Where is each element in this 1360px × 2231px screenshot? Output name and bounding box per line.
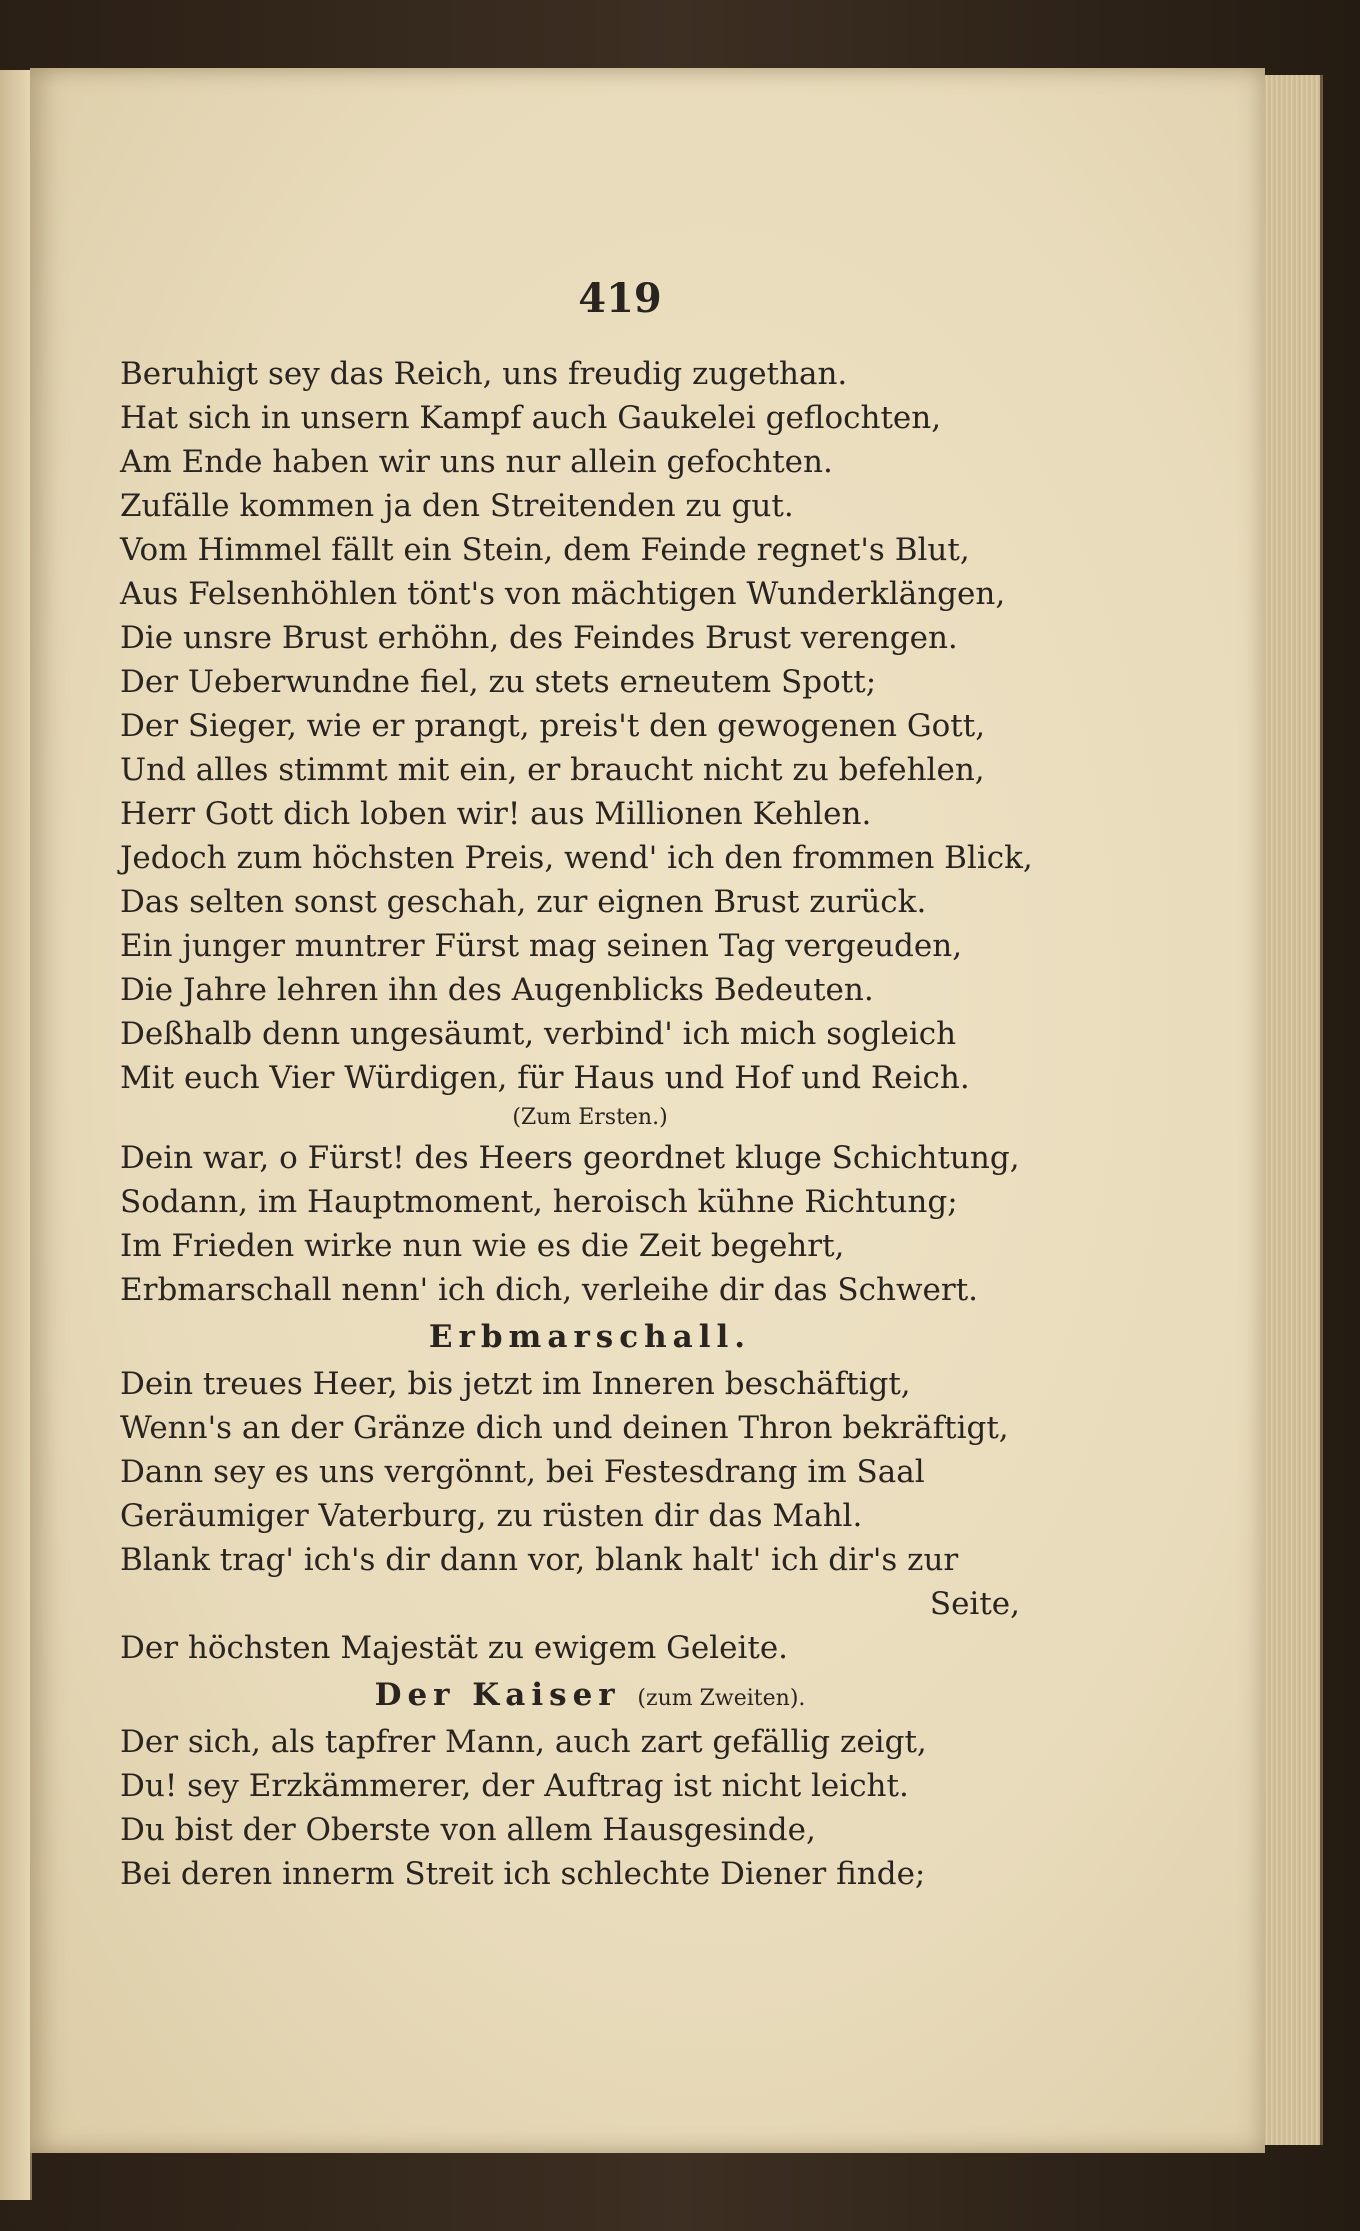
verse-line: Vom Himmel fällt ein Stein, dem Feinde regnet's Blut, [120, 532, 970, 568]
verse-text [120, 352, 1060, 1896]
verse-line: Zufälle kommen ja den Streitenden zu gut. [120, 488, 794, 524]
verse-line: Die unsre Brust erhöhn, des Feindes Brust verengen. [120, 620, 958, 656]
verse-line: Aus Felsenhöhlen tönt's von mächtigen Wunderklängen, [120, 576, 1006, 612]
speaker-heading: Erbmarschall. [428, 1319, 752, 1355]
verse-line: Am Ende haben wir uns nur allein gefochten. [120, 444, 833, 480]
verse-line: Hat sich in unsern Kampf auch Gaukelei geflochten, [120, 400, 942, 436]
verse-line: Blank trag' ich's dir dann vor, blank halt' ich dir's zur [120, 1542, 959, 1578]
verse-line: Dein treues Heer, bis jetzt im Inneren beschäftigt, [120, 1366, 911, 1402]
verse-line: Du bist der Oberste von allem Hausgesinde, [120, 1812, 816, 1848]
stage-direction: (zum Zweiten). [637, 1686, 806, 1711]
facing-page-edge [0, 70, 32, 2200]
verse-line: Ein junger muntrer Fürst mag seinen Tag vergeuden, [120, 928, 963, 964]
stage-direction: (Zum Ersten.) [512, 1105, 668, 1130]
page-number: 419 [578, 275, 662, 322]
verse-line: Der Sieger, wie er prangt, preis't den gewogenen Gott, [120, 708, 986, 744]
verse-line: Dein war, o Fürst! des Heers geordnet kluge Schichtung, [120, 1140, 1020, 1176]
verse-line: Und alles stimmt mit ein, er braucht nicht zu befehlen, [120, 752, 985, 788]
verse-line: Geräumiger Vaterburg, zu rüsten dir das Mahl. [120, 1498, 863, 1534]
verse-line: Das selten sonst geschah, zur eignen Brust zurück. [120, 884, 927, 920]
verse-line: Beruhigt sey das Reich, uns freudig zugethan. [120, 356, 848, 392]
verse-line-continuation: Seite, [929, 1586, 1020, 1622]
verse-line: Sodann, im Hauptmoment, heroisch kühne Richtung; [120, 1184, 958, 1220]
verse-line: Du! sey Erzkämmerer, der Auftrag ist nicht leicht. [120, 1768, 909, 1804]
verse-line: Im Frieden wirke nun wie es die Zeit begehrt, [120, 1228, 845, 1264]
verse-line: Herr Gott dich loben wir! aus Millionen Kehlen. [120, 796, 872, 832]
page-stack-edge [1262, 75, 1323, 2145]
verse-line: Wenn's an der Gränze dich und deinen Thron bekräftigt, [120, 1410, 1009, 1446]
verse-line: Der sich, als tapfrer Mann, auch zart gefällig zeigt, [120, 1724, 927, 1760]
verse-line: Dann sey es uns vergönnt, bei Festesdrang im Saal [120, 1454, 925, 1490]
verse-line: Bei deren innerm Streit ich schlechte Diener finde; [120, 1856, 926, 1892]
verse-line: Die Jahre lehren ihn des Augenblicks Bedeuten. [120, 972, 874, 1008]
verse-line: Erbmarschall nenn' ich dich, verleihe dir das Schwert. [120, 1272, 979, 1308]
verse-line: Mit euch Vier Würdigen, für Haus und Hof und Reich. [120, 1060, 970, 1096]
speaker-heading [120, 1670, 1060, 1720]
verse-line: Deßhalb denn ungesäumt, verbind' ich mich sogleich [120, 1016, 957, 1052]
speaker-name: Der Kaiser [374, 1677, 621, 1713]
verse-line: Jedoch zum höchsten Preis, wend' ich den frommen Blick, [120, 840, 1033, 876]
verse-line: Der Ueberwundne fiel, zu stets erneutem Spott; [120, 664, 877, 700]
verse-line: Der höchsten Majestät zu ewigem Geleite. [120, 1630, 789, 1666]
